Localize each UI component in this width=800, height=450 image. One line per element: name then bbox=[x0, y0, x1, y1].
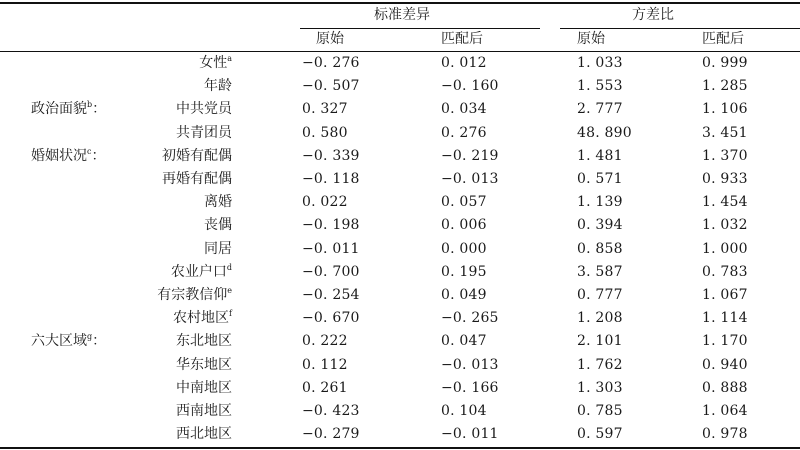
value-var-ratio-matched: 1. 032 bbox=[702, 217, 748, 233]
row-group-label: 六大区域$^g$： bbox=[31, 332, 107, 349]
row-label: 女性$^a$ bbox=[199, 54, 232, 71]
value-var-ratio-original: 0. 597 bbox=[577, 426, 623, 442]
value-std-diff-original: −0. 670 bbox=[302, 310, 360, 326]
value-std-diff-matched: 0. 195 bbox=[441, 264, 487, 280]
table-top-rule bbox=[0, 2, 800, 4]
value-var-ratio-matched: 1. 454 bbox=[702, 194, 748, 210]
value-var-ratio-matched: 0. 933 bbox=[702, 171, 748, 187]
value-std-diff-original: −0. 423 bbox=[302, 403, 360, 419]
value-var-ratio-matched: 1. 170 bbox=[702, 333, 748, 349]
row-label: 中共党员 bbox=[176, 101, 232, 117]
value-var-ratio-original: 3. 587 bbox=[577, 264, 623, 280]
value-std-diff-original: −0. 700 bbox=[302, 264, 360, 280]
value-var-ratio-original: 1. 139 bbox=[577, 194, 623, 210]
value-var-ratio-original: 1. 762 bbox=[577, 357, 623, 373]
value-std-diff-matched: −0. 166 bbox=[441, 380, 499, 396]
value-std-diff-matched: −0. 219 bbox=[441, 148, 499, 164]
value-std-diff-original: −0. 198 bbox=[302, 217, 360, 233]
value-var-ratio-original: 0. 394 bbox=[577, 217, 623, 233]
value-var-ratio-original: 1. 303 bbox=[577, 380, 623, 396]
value-std-diff-matched: 0. 104 bbox=[441, 403, 487, 419]
value-std-diff-matched: 0. 276 bbox=[441, 125, 487, 141]
value-var-ratio-matched: 1. 114 bbox=[702, 310, 748, 326]
row-group-label: 政治面貌$^b$： bbox=[31, 100, 107, 117]
value-std-diff-matched: 0. 012 bbox=[441, 55, 487, 71]
value-std-diff-original: −0. 254 bbox=[302, 287, 360, 303]
row-label: 丧偶 bbox=[204, 217, 232, 233]
row-group-label: 婚姻状况$^c$： bbox=[31, 147, 106, 164]
subheader-matched-2: 匹配后 bbox=[702, 31, 744, 47]
value-std-diff-original: −0. 279 bbox=[302, 426, 360, 442]
value-std-diff-original: 0. 327 bbox=[302, 101, 348, 117]
row-label: 西北地区 bbox=[176, 426, 232, 442]
value-std-diff-original: 0. 261 bbox=[302, 380, 348, 396]
value-std-diff-original: −0. 011 bbox=[302, 241, 360, 257]
value-var-ratio-matched: 1. 285 bbox=[702, 78, 748, 94]
value-var-ratio-matched: 0. 888 bbox=[702, 380, 748, 396]
value-var-ratio-original: 1. 033 bbox=[577, 55, 623, 71]
value-var-ratio-original: 1. 208 bbox=[577, 310, 623, 326]
header-variance-ratio: 方差比 bbox=[632, 7, 674, 23]
value-var-ratio-original: 0. 571 bbox=[577, 171, 623, 187]
value-var-ratio-matched: 3. 451 bbox=[702, 125, 748, 141]
value-std-diff-original: −0. 507 bbox=[302, 78, 360, 94]
row-label: 有宗教信仰$^e$ bbox=[157, 286, 232, 303]
value-var-ratio-matched: 1. 106 bbox=[702, 101, 748, 117]
row-label: 中南地区 bbox=[176, 380, 232, 396]
value-var-ratio-original: 48. 890 bbox=[577, 125, 632, 141]
value-std-diff-matched: −0. 013 bbox=[441, 171, 499, 187]
row-label: 西南地区 bbox=[176, 403, 232, 419]
subheader-original-2: 原始 bbox=[577, 31, 605, 47]
value-std-diff-original: 0. 580 bbox=[302, 125, 348, 141]
value-std-diff-matched: 0. 006 bbox=[441, 217, 487, 233]
header-std-diff-rule bbox=[300, 28, 540, 29]
value-std-diff-matched: −0. 011 bbox=[441, 426, 499, 442]
header-std-diff: 标准差异 bbox=[374, 7, 430, 23]
header-variance-ratio-rule bbox=[560, 28, 800, 29]
row-label: 东北地区 bbox=[176, 333, 232, 349]
row-label: 共青团员 bbox=[176, 125, 232, 141]
value-std-diff-matched: 0. 034 bbox=[441, 101, 487, 117]
value-var-ratio-matched: 1. 067 bbox=[702, 287, 748, 303]
value-std-diff-matched: −0. 265 bbox=[441, 310, 499, 326]
value-std-diff-matched: 0. 057 bbox=[441, 194, 487, 210]
row-label: 年龄 bbox=[204, 78, 232, 94]
value-std-diff-original: −0. 276 bbox=[302, 55, 360, 71]
value-std-diff-matched: 0. 049 bbox=[441, 287, 487, 303]
value-std-diff-original: 0. 022 bbox=[302, 194, 348, 210]
value-var-ratio-original: 0. 858 bbox=[577, 241, 623, 257]
value-var-ratio-matched: 0. 940 bbox=[702, 357, 748, 373]
value-var-ratio-matched: 1. 064 bbox=[702, 403, 748, 419]
value-std-diff-original: −0. 339 bbox=[302, 148, 360, 164]
row-label: 农业户口$^d$ bbox=[170, 263, 232, 280]
value-var-ratio-original: 1. 553 bbox=[577, 78, 623, 94]
value-var-ratio-matched: 0. 978 bbox=[702, 426, 748, 442]
row-label: 再婚有配偶 bbox=[162, 171, 232, 187]
value-var-ratio-original: 1. 481 bbox=[577, 148, 623, 164]
value-var-ratio-original: 0. 785 bbox=[577, 403, 623, 419]
value-std-diff-matched: 0. 047 bbox=[441, 333, 487, 349]
value-std-diff-original: 0. 222 bbox=[302, 333, 348, 349]
table-bottom-rule bbox=[0, 447, 800, 449]
value-std-diff-matched: −0. 160 bbox=[441, 78, 499, 94]
row-label: 离婚 bbox=[204, 194, 232, 210]
row-label: 华东地区 bbox=[176, 357, 232, 373]
value-std-diff-matched: 0. 000 bbox=[441, 241, 487, 257]
value-var-ratio-matched: 1. 000 bbox=[702, 241, 748, 257]
row-label: 同居 bbox=[204, 241, 232, 257]
header-bottom-rule bbox=[0, 51, 800, 52]
value-std-diff-original: 0. 112 bbox=[302, 357, 348, 373]
value-var-ratio-original: 0. 777 bbox=[577, 287, 623, 303]
value-var-ratio-matched: 0. 999 bbox=[702, 55, 748, 71]
row-label: 农村地区$^f$ bbox=[173, 309, 232, 326]
value-std-diff-original: −0. 118 bbox=[302, 171, 360, 187]
value-var-ratio-original: 2. 777 bbox=[577, 101, 623, 117]
value-var-ratio-original: 2. 101 bbox=[577, 333, 623, 349]
row-label: 初婚有配偶 bbox=[162, 148, 232, 164]
subheader-matched-1: 匹配后 bbox=[441, 31, 483, 47]
value-std-diff-matched: −0. 013 bbox=[441, 357, 499, 373]
value-var-ratio-matched: 1. 370 bbox=[702, 148, 748, 164]
subheader-original-1: 原始 bbox=[316, 31, 344, 47]
value-var-ratio-matched: 0. 783 bbox=[702, 264, 748, 280]
